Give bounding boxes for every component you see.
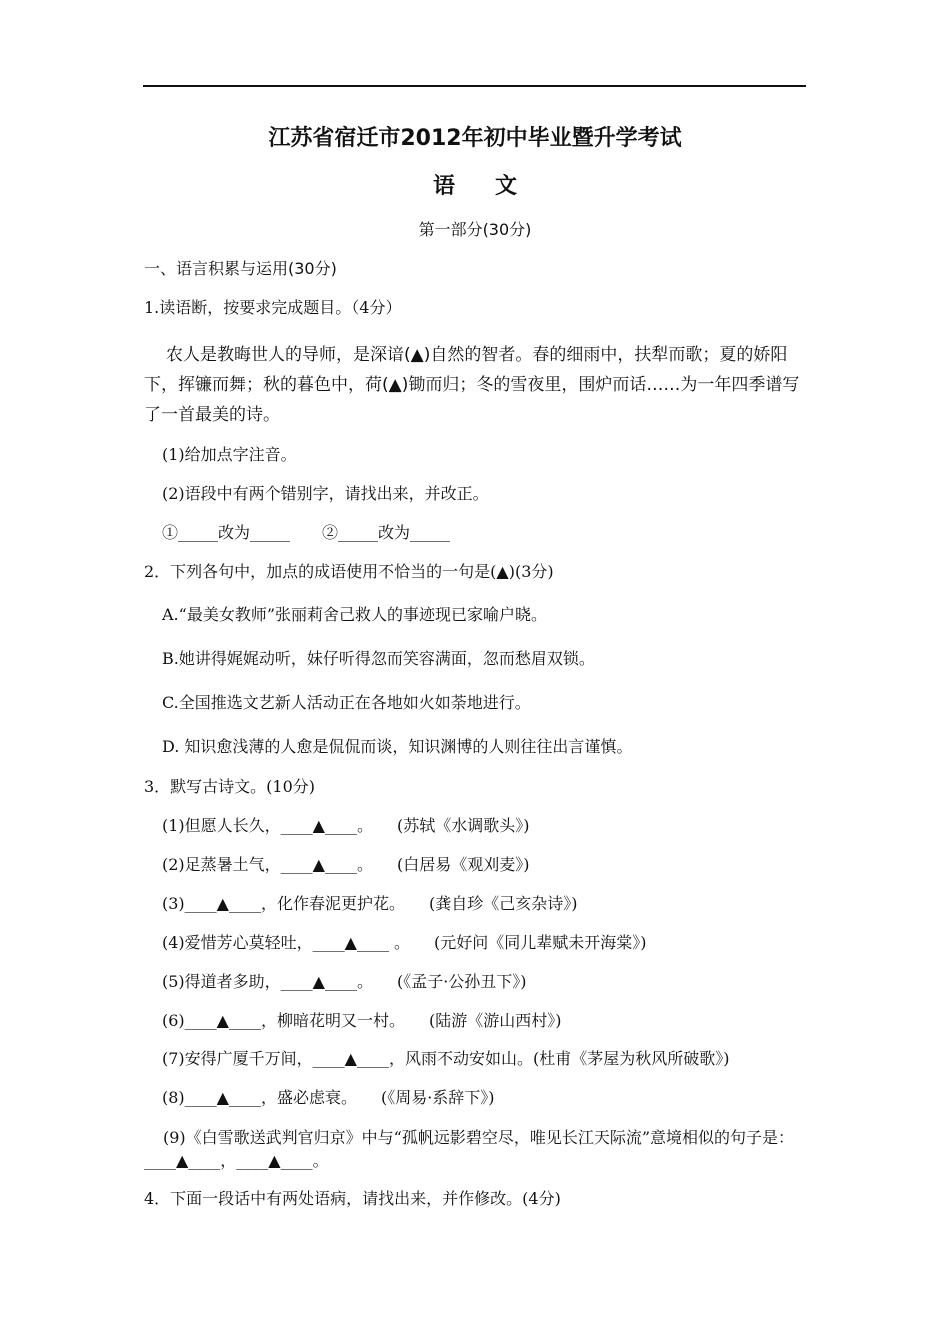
q3-stem: 3．默写古诗文。(10分): [144, 777, 316, 796]
header-rule: [143, 85, 806, 87]
section-heading: 一、语言积累与运用(30分): [144, 259, 337, 278]
q3-line-8: (8)____▲____，盛必虑衰。 (《周易·系辞下》): [162, 1088, 495, 1107]
q3-line-5: (5)得道者多助，____▲____。 (《孟子·公孙丑下》): [162, 972, 527, 991]
q1-sub2: (2)语段中有两个错别字，请找出来，并改正。: [162, 484, 489, 503]
q3-line-2: (2)足蒸暑土气，____▲____。 (白居易《观刈麦》): [162, 855, 530, 874]
q2-option-a: A.“最美女教师”张丽莉舍己救人的事迹现已家喻户晓。: [162, 605, 548, 624]
q3-line-1: (1)但愿人长久，____▲____。 (苏轼《水调歌头》): [162, 816, 530, 835]
q1-blanks: ①_____改为_____ ②_____改为_____: [162, 523, 451, 542]
q1-sub1: (1)给加点字注音。: [162, 445, 297, 464]
q1-passage: 农人是教晦世人的导师，是深谙(▲)自然的智者。春的细雨中，扶犁而歌；夏的娇阳下，挥镰而舞；秋的暮色中，荷(▲)锄而归；冬的雪夜里，围炉而话……为一年四季谱写了一首最美的诗。: [144, 345, 800, 425]
subject-title: 语文: [432, 174, 557, 199]
q4-stem: 4．下面一段话中有两处语病，请找出来，并作修改。(4分): [144, 1189, 561, 1208]
q3-line-3: (3)____▲____，化作春泥更护花。 (龚自珍《己亥杂诗》): [162, 894, 578, 913]
q3-line-7: (7)安得广厦千万间，____▲____，风雨不动安如山。(杜甫《茅屋为秋风所破歌》): [162, 1049, 730, 1068]
q2-option-b: B.她讲得娓娓动听，妹仔听得忽而笑容满面，忽而愁眉双锁。: [162, 649, 595, 668]
part-heading: 第一部分(30分): [418, 220, 532, 239]
q3-line-6: (6)____▲____，柳暗花明又一村。 (陆游《游山西村》): [162, 1011, 562, 1030]
q1-stem: 1.读语断，按要求完成题目。（4分）: [144, 298, 402, 317]
q2-option-c: C.全国推选文艺新人活动正在各地如火如荼地进行。: [162, 693, 531, 712]
q3-line-9: (9)《白雪歌送武判官归京》中与“孤帆远影碧空尽，唯见长江天际流”意境相似的句子是：____▲____，____▲____。: [144, 1128, 795, 1170]
q2-option-d: D. 知识愈浅薄的人愈是侃侃而谈，知识渊博的人则往往出言谨慎。: [162, 737, 633, 756]
q3-line-4: (4)爱惜芳心莫轻吐，____▲____ 。 (元好问《同儿辈赋未开海棠》): [162, 933, 647, 952]
exam-title: 江苏省宿迁市2012年初中毕业暨升学考试: [268, 126, 682, 151]
q2-stem: 2．下列各句中，加点的成语使用不恰当的一句是(▲)(3分): [144, 562, 554, 581]
